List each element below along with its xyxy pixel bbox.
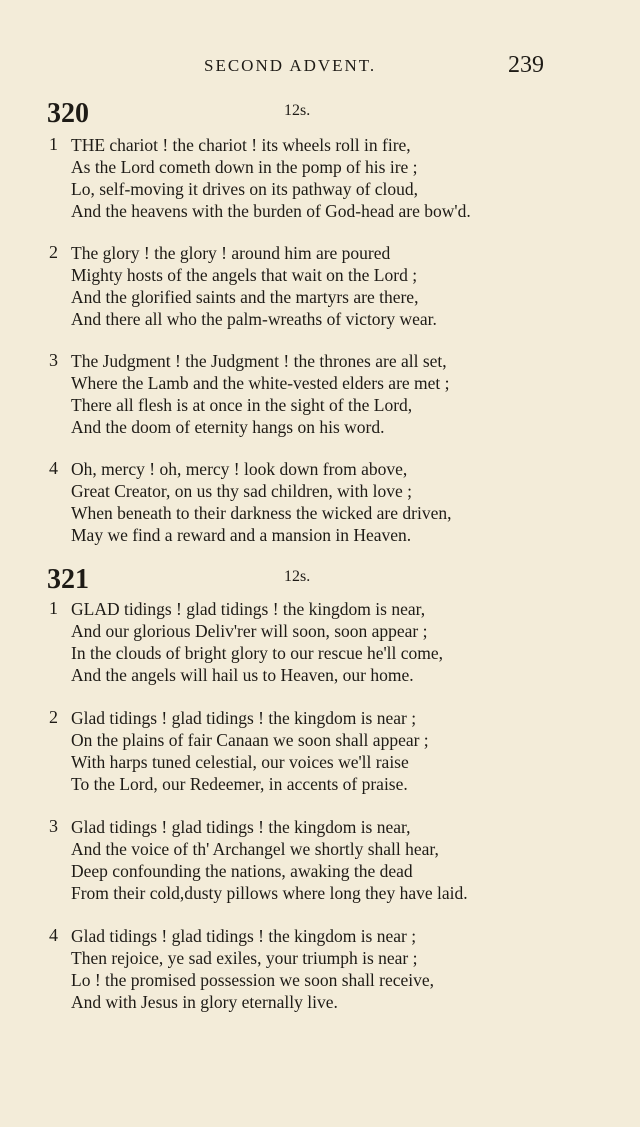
stanza-number: 3 xyxy=(49,816,58,836)
verse-line: Oh, mercy ! oh, mercy ! look down from above, xyxy=(71,459,408,479)
verse-line: As the Lord cometh down in the pomp of his ire ; xyxy=(71,157,418,177)
verse-line: GLAD tidings ! glad tidings ! the kingdom is near, xyxy=(71,599,426,619)
verse-line: In the clouds of bright glory to our rescue he'll come, xyxy=(71,643,444,663)
verse-line: And our glorious Deliv'rer will soon, soon appear ; xyxy=(71,621,428,641)
running-head xyxy=(0,52,640,82)
stanza-number: 4 xyxy=(49,925,58,945)
hymn-number: 321 xyxy=(47,564,89,595)
verse-line: On the plains of fair Canaan we soon shall appear ; xyxy=(71,730,429,750)
verse-line: And the angels will hail us to Heaven, our home. xyxy=(71,665,414,685)
verse-line: Glad tidings ! glad tidings ! the kingdom is near ; xyxy=(71,708,417,728)
verse-line: To the Lord, our Redeemer, in accents of praise. xyxy=(71,774,408,794)
verse-line: There all flesh is at once in the sight of the Lord, xyxy=(71,395,413,415)
verse-line: When beneath to their darkness the wicked are driven, xyxy=(71,503,452,523)
stanza-number: 1 xyxy=(49,598,58,618)
verse-line: And with Jesus in glory eternally live. xyxy=(71,992,338,1012)
verse-line: Where the Lamb and the white-vested elders are met ; xyxy=(71,373,450,393)
verse-line: Glad tidings ! glad tidings ! the kingdom is near ; xyxy=(71,926,417,946)
stanza-number: 2 xyxy=(49,242,58,262)
hymn-meter: 12s. xyxy=(284,102,311,119)
verse-line: From their cold,dusty pillows where long they have laid. xyxy=(71,883,468,903)
verse-line: And the glorified saints and the martyrs are there, xyxy=(71,287,419,307)
verse-line: Glad tidings ! glad tidings ! the kingdom is near, xyxy=(71,817,411,837)
verse-line: And the doom of eternity hangs on his word. xyxy=(71,417,385,437)
verse-line: Mighty hosts of the angels that wait on the Lord ; xyxy=(71,265,418,285)
verse-line: With harps tuned celestial, our voices we'll raise xyxy=(71,752,409,772)
page-number: 239 xyxy=(508,52,544,78)
verse-line: And the voice of th' Archangel we shortly shall hear, xyxy=(71,839,439,859)
stanza-number: 4 xyxy=(49,458,58,478)
verse-line: Great Creator, on us thy sad children, with love ; xyxy=(71,481,412,501)
verse-line: And there all who the palm-wreaths of victory wear. xyxy=(71,309,437,329)
verse-line: Deep confounding the nations, awaking the dead xyxy=(71,861,413,881)
section-title: SECOND ADVENT. xyxy=(204,56,377,75)
verse-line: The glory ! the glory ! around him are poured xyxy=(71,243,391,263)
verse-line: Lo ! the promised possession we soon shall receive, xyxy=(71,970,435,990)
hymn-meter: 12s. xyxy=(284,568,311,585)
verse-line: Then rejoice, ye sad exiles, your triumph is near ; xyxy=(71,948,418,968)
verse-line: THE chariot ! the chariot ! its wheels roll in fire, xyxy=(71,135,411,155)
verse-line: May we find a reward and a mansion in Heaven. xyxy=(71,525,412,545)
hymn-number: 320 xyxy=(47,98,89,129)
verse-line: Lo, self-moving it drives on its pathway of cloud, xyxy=(71,179,419,199)
stanza-number: 2 xyxy=(49,707,58,727)
stanza-number: 1 xyxy=(49,134,58,154)
verse-line: And the heavens with the burden of God-head are bow'd. xyxy=(71,201,471,221)
verse-line: The Judgment ! the Judgment ! the thrones are all set, xyxy=(71,351,447,371)
stanza-number: 3 xyxy=(49,350,58,370)
